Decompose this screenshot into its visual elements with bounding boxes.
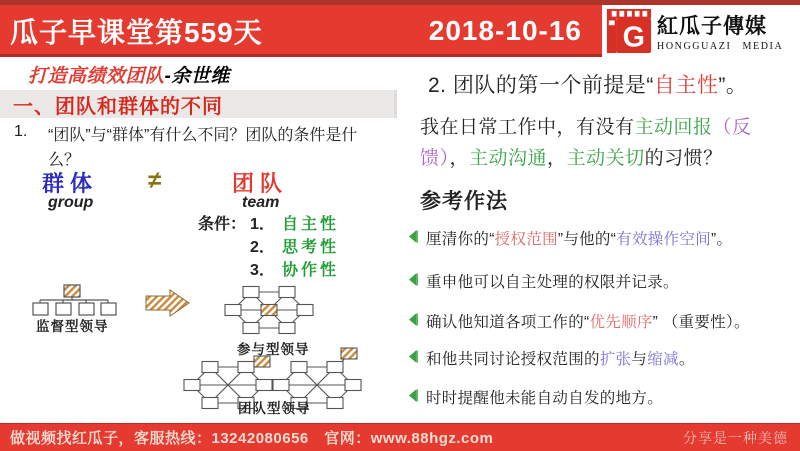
method-text: 厘清你的“授权范围”与他的“有效操作空间”。	[426, 231, 733, 248]
org-chart-graphic	[0, 282, 400, 423]
slide-content	[0, 57, 800, 423]
green-arrow-bullet-icon	[408, 350, 418, 363]
banner-date: 2018-10-16	[428, 15, 582, 46]
group-label-en: group	[48, 194, 94, 211]
method-bullet	[408, 270, 679, 292]
group-label-cn: 群体	[42, 171, 99, 196]
course-title: 打造高绩效团队-余世维	[28, 66, 230, 87]
label-participative-leadership: 参与型领导	[237, 342, 310, 357]
top-banner	[0, 0, 800, 57]
green-arrow-bullet-icon	[408, 389, 418, 402]
condition-number: 1．	[250, 216, 275, 233]
condition-number: 2．	[250, 239, 275, 256]
leadership-diagrams	[0, 282, 400, 423]
condition-text: 思考性	[282, 239, 340, 256]
condition-row	[198, 213, 339, 236]
method-text: 重申他可以自主处理的权限并记录。	[426, 274, 679, 291]
method-text: 和他共同讨论授权范围的扩张与缩减。	[426, 351, 695, 368]
section-header: 一、团队和群体的不同	[13, 95, 223, 118]
brand-text	[657, 10, 783, 52]
question-item	[14, 123, 372, 173]
condition-row	[198, 236, 339, 259]
clapperboard-g-icon	[606, 8, 652, 54]
left-column	[0, 57, 400, 423]
share-slogan: 分享是一种美德	[683, 429, 788, 446]
green-arrow-bullet-icon	[408, 273, 418, 286]
reference-methods-title: 参考作法	[420, 190, 508, 213]
method-bullet	[408, 310, 750, 332]
method-text: 确认他知道各项工作的“优先顺序” （重要性）。	[426, 314, 750, 331]
bottom-bar	[0, 423, 800, 451]
not-equal-sign: ≠	[148, 167, 162, 194]
right-column	[400, 57, 800, 423]
team-conditions	[198, 213, 339, 282]
conditions-label: 条件：	[198, 216, 247, 233]
brand-name: 紅瓜子傳媒	[657, 14, 767, 38]
condition-row	[198, 259, 339, 282]
label-team-leadership: 团队型领导	[238, 401, 311, 416]
condition-number: 3．	[250, 262, 275, 279]
condition-text: 自主性	[282, 216, 340, 233]
condition-text: 协作性	[282, 262, 340, 279]
brand-logo	[602, 5, 800, 57]
point2-heading: 2. 团队的第一个前提是“自主性”。	[428, 74, 748, 97]
green-arrow-bullet-icon	[408, 313, 418, 326]
label-supervisory-leadership: 监督型领导	[36, 319, 109, 334]
logo-letter: G	[622, 21, 645, 54]
banner-title: 瓜子早课堂第559天	[10, 17, 263, 48]
contact-info: 做视频找红瓜子，客服热线：13242080656 官网：www.88hgz.com	[10, 430, 494, 447]
green-arrow-bullet-icon	[408, 230, 418, 243]
section-header-bar	[0, 90, 397, 118]
question-text: “团队”与“群体”有什么不同？团队的条件是什么？	[48, 127, 358, 169]
method-text: 时时提醒他未能自动自发的地方。	[426, 390, 664, 407]
team-label-cn: 团队	[232, 171, 289, 196]
question-number: 1.	[14, 123, 28, 140]
team-label-en: team	[242, 194, 280, 211]
method-bullet	[408, 227, 732, 249]
method-bullet	[408, 347, 695, 369]
brand-subtitle: HONGGUAZI MEDIA	[657, 41, 784, 52]
method-bullet	[408, 386, 663, 408]
arrow-right-icon	[146, 290, 189, 316]
habit-paragraph: 我在日常工作中，有没有主动回报（反馈），主动沟通，主动关切的习惯？	[420, 117, 752, 169]
